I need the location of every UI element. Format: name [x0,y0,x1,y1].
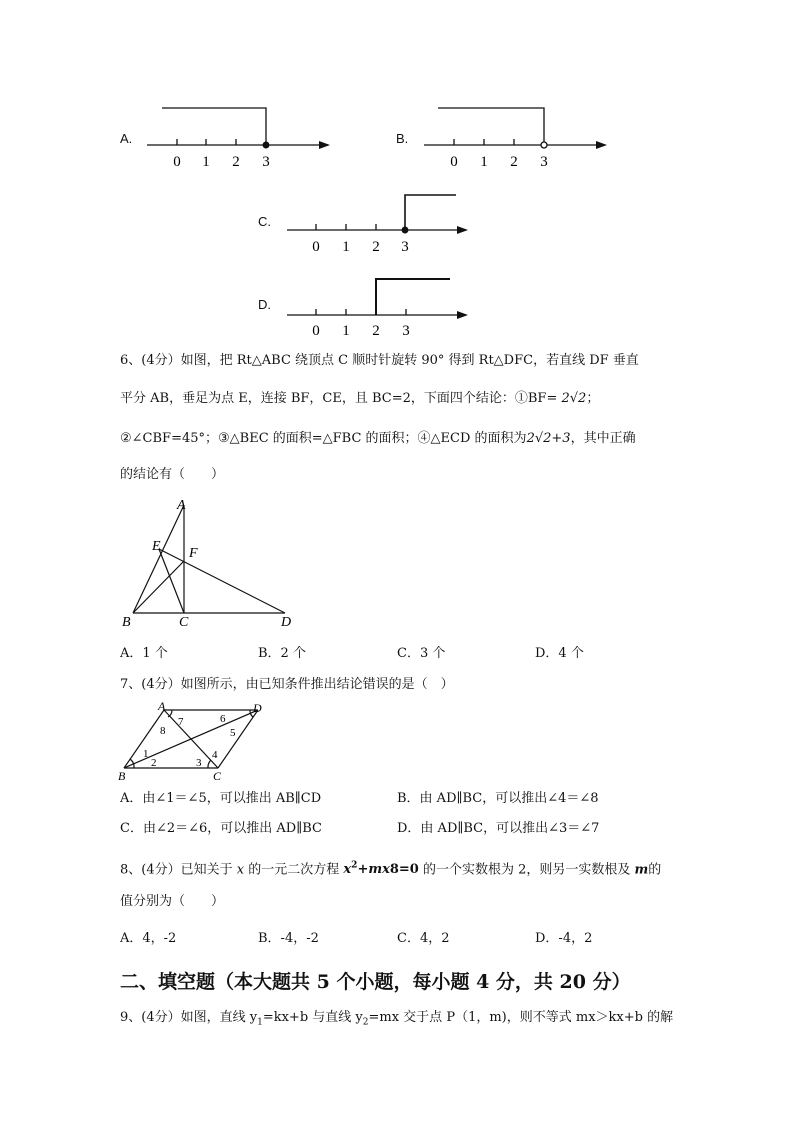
q8-eq-x: x [343,862,352,878]
q9-sub-2: 2 [362,1017,369,1028]
q6-option-d[interactable]: D．4 个 [535,646,584,661]
q6-stem-line-1: 6、(4分）如图，把 Rt△ABC 绕顶点 C 顺时针旋转 90° 得到 Rt△DFC，若直线 DF 垂直 [120,353,639,368]
q8-option-d[interactable]: D．-4，2 [535,931,593,946]
q9-text-1: 9、(4分）如图，直线 y [120,1010,258,1025]
q7-stem: 7、(4分）如图所示，由已知条件推出结论错误的是（ ） [120,677,454,692]
q8-stem-line-2: 值分别为（ ） [120,894,225,909]
q8-text-4: 的 [648,862,662,878]
tick-label-a-2: 2 [232,154,240,170]
q8-text-2: 的一元二次方程 [248,862,340,878]
tick-label-b-2: 2 [510,154,518,170]
q6-math-area: 2√2+3 [526,431,571,446]
q8-option-b[interactable]: B．-4，-2 [258,931,319,946]
q7-angle-3: 3 [196,757,202,769]
option-d-label: D. [258,297,271,312]
q7-option-b[interactable]: B．由 AD∥BC，可以推出∠4＝∠8 [397,791,599,806]
q8-eq-sup: 2 [351,861,358,871]
number-line-d [287,279,468,319]
q7-angle-1: 1 [143,748,149,760]
tick-label-b-3: 3 [540,154,548,170]
tick-label-b-0: 0 [450,154,458,170]
q6-line2-end: ； [586,391,600,406]
q6-option-b[interactable]: B．2 个 [258,646,306,661]
q9-text-3: =mx 交于点 P（1，m)，则不等式 mx＞kx+b 的解 [368,1010,674,1025]
q7-angle-5: 5 [230,727,236,739]
number-line-b [424,108,607,149]
tick-label-c-3: 3 [401,239,409,255]
tick-label-a-0: 0 [173,154,181,170]
q6-math-2root2: 2√2 [561,391,587,406]
q6-label-c: C [179,615,189,630]
q7-option-d[interactable]: D．由 AD∥BC，可以推出∠3＝∠7 [397,821,600,836]
q8-var-x: x [236,862,245,878]
q8-var-m: m [634,862,649,878]
q7-option-c[interactable]: C．由∠2＝∠6，可以推出 AD∥BC [120,821,322,836]
tick-label-d-2: 2 [372,323,380,339]
q6-line2-text: 平分 AB，垂足为点 E，连接 BF，CE，且 BC=2，下面四个结论：①BF= [120,391,562,406]
number-line-a [147,108,330,149]
q7-angle-2: 2 [151,757,157,769]
option-b-label: B. [396,131,409,146]
number-line-c [287,195,468,234]
option-a-label: A. [120,131,133,146]
tick-label-d-1: 1 [342,323,350,339]
q9-stem [120,1009,673,1032]
tick-label-d-3: 3 [402,323,410,339]
tick-label-c-1: 1 [342,239,350,255]
tick-label-a-3: 3 [262,154,270,170]
q7-label-b: B [118,769,126,782]
q7-angle-7: 7 [178,716,184,728]
q6-option-a[interactable]: A．1 个 [120,646,168,661]
tick-label-d-0: 0 [312,323,320,339]
q8-eq-mx: mx [368,862,390,878]
q6-figure [110,493,310,633]
tick-label-a-1: 1 [202,154,210,170]
q6-line3-end: ，其中正确 [570,431,636,446]
q6-stem-line-3 [120,430,636,448]
q7-label-c: C [213,769,222,782]
q7-angle-8: 8 [160,725,166,737]
q6-line3-text: ②∠CBF=45°；③△BEC 的面积=△FBC 的面积；④△ECD 的面积为 [120,431,527,446]
q6-label-a: A [177,498,186,513]
q6-label-e: E [152,539,161,554]
tick-label-c-0: 0 [312,239,320,255]
q8-option-c[interactable]: C．4，2 [397,931,450,946]
option-c-label: C. [258,214,271,229]
q6-label-f: F [189,546,198,561]
q7-label-a: A [158,699,166,713]
q6-stem-line-2 [120,390,599,408]
q7-angle-6: 6 [220,713,226,725]
q8-eq-plus: + [357,862,369,878]
q6-stem-line-4: 的结论有（ ） [120,467,225,482]
q6-label-b: B [122,615,131,630]
number-line-figures [0,0,794,340]
tick-label-b-1: 1 [480,154,488,170]
q6-label-d: D [281,615,292,630]
q8-stem-line-1 [120,857,661,879]
q7-option-a[interactable]: A．由∠1＝∠5，可以推出 AB∥CD [120,791,322,806]
q9-sub-1: 1 [257,1017,263,1028]
q8-text-1: 8、(4分）已知关于 [120,862,233,878]
q8-option-a[interactable]: A．4，-2 [120,931,177,946]
q7-figure [110,698,280,782]
section-heading-fill-in: 二、填空题（本大题共 5 个小题，每小题 4 分，共 20 分） [120,971,631,993]
tick-label-c-2: 2 [372,239,380,255]
q8-eq-rest: 8=0 [389,862,419,878]
q9-text-2: =kx+b 与直线 y [262,1010,363,1025]
q6-option-c[interactable]: C．3 个 [397,646,446,661]
q7-angle-4: 4 [212,749,218,761]
q7-label-d: D [253,701,262,715]
q8-text-3: 的一个实数根为 2，则另一实数根及 [422,862,631,878]
